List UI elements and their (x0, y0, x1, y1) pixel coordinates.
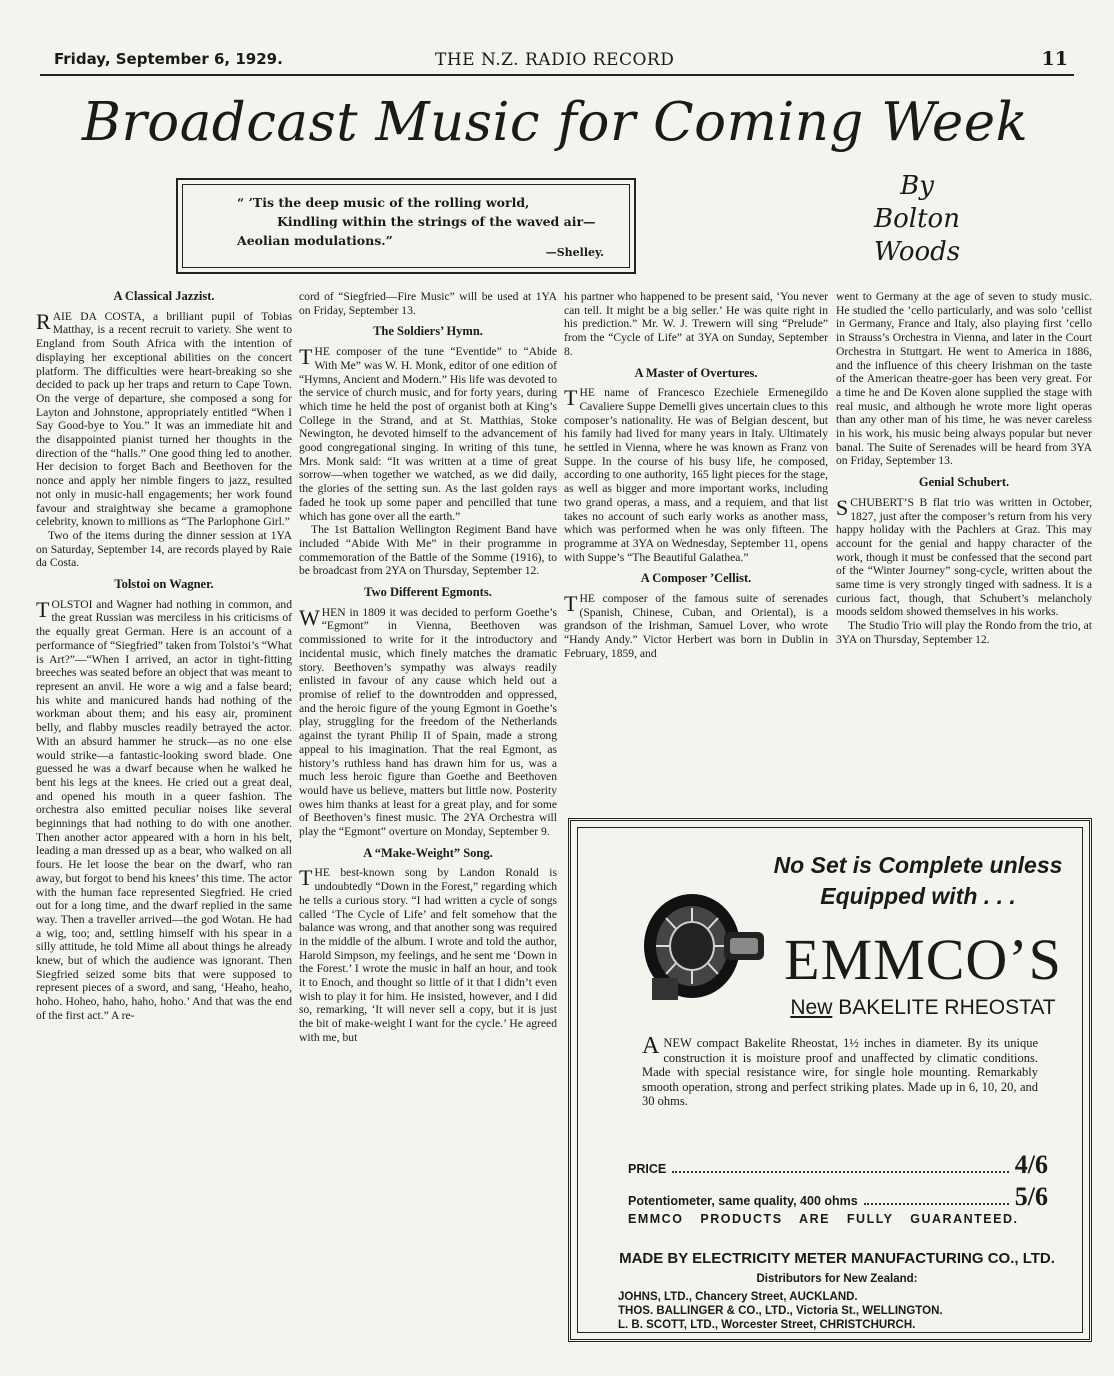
article-column-2 (299, 290, 557, 1360)
paragraph: The Studio Trio will play the Rondo from the trio, at 3YA on Thursday, September 12. (836, 619, 1092, 646)
byline-first-name: Bolton (874, 204, 960, 234)
paragraph: THE composer of the tune “Eventide” to “Abide With Me” was W. H. Monk, editor of one edition of “Hymns, Ancient and Modern.” His life was devoted to the service of church music, and for forty years, during which time he held the post of organist both at King’s College in the Strand, and at St. Matthias, Stoke Newington, he devoted himself to the advancement of good congregational singing. In writing of this tune, Mrs. Monk said: “It was written at a time of great sorrow—when together we watched, as we did daily, the glories of the setting sun. As the last golden rays faded he took up some paper and pencilled that tune which has gone over all the earth.” (299, 344, 557, 523)
paragraph: THE best-known song by Landon Ronald is undoubtedly “Down in the Forest,” regarding which he tells a curious story. “I had written a cycle of songs called ‘The Cycle of Life’ and felt somehow that the balance was wrong, and that another song was required in the middle of the album. I wrote and told the author, Harold Simpson, my feelings, and he sent me ‘Down in the Forest.’ I wrote the music in half an hour, and took it to Enoch, and thought so little of it that I didn’t even wish to play it for him. He insisted, however, and I did so, remarking, ‘It will never sell a copy, but it is just the bit of make-weight I want for the cycle.’ He agreed with me, but (299, 865, 557, 1044)
paragraph: went to Germany at the age of seven to study music. He studied the ’cello particularly, and was solo ’cellist in Germany, France and Italy, also playing first ’cello in Strauss’s Orchestra in Vienna, and later in the Court Orchestra in Stuttgart. He went to America in 1886, and the influence of this cheery Irishman on the taste of the American theatre-goer has been very great. For a time he and De Koven alone supplied the stage with real music, and although he wrote more light operas than any other man of his time, he was never careless in his work, his music being always popular but never banal. The Suite of Serenades will be heard from 3YA on Friday, September 13. (836, 290, 1092, 468)
byline-by: By (900, 171, 934, 201)
section-heading: The Soldiers’ Hymn. (373, 324, 483, 339)
paragraph: THE composer of the famous suite of serenades (Spanish, Chinese, Cuban, and Oriental), is a grandson of the Irishman, Samuel Lover, who wrote “Handy Andy.” Victor Herbert was born in Dublin in February, 1859, and (564, 591, 828, 660)
publication-title: THE N.Z. RADIO RECORD (435, 50, 675, 70)
paragraph: THE name of Francesco Ezechiele Ermenegildo Cavaliere Suppe Demelli gives uncertain clues to this composer’s nationality. He was of Belgian descent, but his family had lived for many years in Italy. Ultimately he settled in Vienna, where he was known as Franz von Suppe. In the course of his busy life, he composed, according to one authority, 165 light pieces for the stage, as well as bigger and more important works, including two grand operas, a mass, and a requiem, and that list takes no account of such early works as another mass, which was performed when he was only fifteen. The programme at 3YA on Wednesday, September 11, opens with Suppe’s “The Beautiful Galathea.” (564, 385, 828, 564)
potentiometer-label: Potentiometer, same quality, 400 ohms (628, 1194, 858, 1208)
paragraph: SCHUBERT’S B flat trio was written in October, 1827, just after the composer’s return from his very happy holiday with the Pachlers at Graz. This may account for the genial and happy character of the work, though it must be confessed that the second part of the “Winter Journey” song-cycle, written about the same time is very strongly tinged with sadness. It is a curious fact, though, that Schubert’s melancholy moods seldom showed themselves in his works. (836, 494, 1092, 619)
page-header (40, 48, 1074, 76)
quote-line: Kindling within the strings of the waved air— (277, 214, 596, 229)
ad-body-text: ANEW compact Bakelite Rheostat, 1½ inches in diameter. By its unique construction it is moisture proof and unaffected by climatic conditions. Made with special resistance wire, for single hole mounting. Remarkably smooth operation, strong and perfect striking plates. Made up in 6, 10, 20, and 30 ohms. (642, 1033, 1038, 1108)
distributor: JOHNS, LTD., Chancery Street, AUCKLAND. (618, 1291, 858, 1303)
distributor: THOS. BALLINGER & CO., LTD., Victoria St., WELLINGTON. (618, 1305, 943, 1317)
section-heading: A Master of Overtures. (634, 365, 758, 380)
distributor: L. B. SCOTT, LTD., Worcester Street, CHRISTCHURCH. (618, 1319, 916, 1331)
section-heading: A Classical Jazzist. (113, 290, 215, 303)
quote-attribution: —Shelley. (545, 246, 604, 259)
price-label: PRICE (628, 1162, 667, 1176)
potentiometer-row (628, 1182, 1048, 1212)
section-heading: A “Make-Weight” Song. (363, 845, 493, 860)
price-row (628, 1150, 1048, 1180)
paragraph: RAIE DA COSTA, a brilliant pupil of Tobias Matthay, is a recent recruit to variety. She went to England from South Africa with the intention of displaying her exceptional abilities on the concert platform. The difficulties were heart-breaking so she decided to pack up her traps and return to Cape Town. On the verge of departure, she composed a song for Layton and Johnstone, appropriately entitled “When I Say Good-bye to You.” It was an immediate hit and the disappointed pianist turned her thoughts in the direction of the “halls.” One good thing led to another. Her decision to forget Bach and Beethoven for the nonce and apply her nimble fingers to jazz, resulted not only in music-hall engagements; her work found favour and straightway she became a gramophone celebrity, known to millions as “The Parlophone Girl.” (36, 308, 292, 529)
manufacturer: MADE BY ELECTRICITY METER MANUFACTURING CO., LTD. (619, 1250, 1055, 1267)
rheostat-illustration-icon (622, 880, 772, 1010)
ad-headline (758, 850, 1078, 912)
paragraph: Two of the items during the dinner session at 1YA on Saturday, September 14, are records played by Raie da Costa. (36, 528, 292, 570)
ad-headline-line: No Set is Complete unless (773, 852, 1063, 878)
ad-product-label: BAKELITE RHEOSTAT (838, 996, 1056, 1019)
distributors-list (618, 1290, 1058, 1332)
issue-date: Friday, September 6, 1929. (54, 50, 283, 68)
ad-product-name (768, 996, 1078, 1020)
page-number: 11 (1041, 48, 1068, 70)
ad-headline-line: Equipped with . . . (820, 883, 1016, 909)
section-heading: Two Different Egmonts. (364, 585, 492, 600)
paragraph: TOLSTOI and Wagner had nothing in common, and the great Russian was merciless in his criticisms of the equally great German. Here is an account of a performance of “Siegfried” taken from Tolstoi’s “What is Art?”—“When I arrived, an actor in tight-fitting breeches was seated before an object that was meant to represent an anvil. He wore a wig and a false beard; his white and manicured hands had nothing of the workman about them; and his easy air, prominent belly, and flabby muscles readily betrayed the actor. With an absurd hammer he struck—as no one else would strike—a fantastic-looking sword blade. One guessed he was a dwarf because when he walked he bent his legs at the knees. He cried out a great deal, and opened his mouth in a queer fashion. The orchestra also emitted peculiar noises like several beginnings that had nothing to do with one another. Then another actor appeared with a horn in his belt, leading a man dressed up as a bear, who walked on all fours. He let loose the bear on the dwarf, who ran away, but forgot to bend his knees’ this time. The actor with the human face represented Siegfried. He cried out for a long time, and the dwarf replied in the same way. Then a traveller arrived—the god Wotan. He had a wig, too; and, settling himself with his spear in a silly attitude, he told Mime all about things he already knew, but of which the audience was ignorant. Then Siegfried seized some bits that were supposed to represent pieces of a sword, and sang, ‘Heaho, heaho, hoho. Hoheo, haho, haho, hoho.’ And that was the end of the first act.” A re- (36, 596, 292, 1022)
section-heading: Genial Schubert. (918, 475, 1010, 490)
byline-last-name: Woods (873, 237, 961, 267)
guarantee-line: EMMCO PRODUCTS ARE FULLY GUARANTEED. (628, 1212, 1019, 1226)
section-heading: A Composer ’Cellist. (640, 571, 752, 586)
leader-dots (864, 1197, 1009, 1205)
paragraph: WHEN in 1809 it was decided to perform Goethe’s “Egmont” in Vienna, Beethoven was commissioned to write for it the introductory and incidental music, which finely matches the dramatic story. Beethoven’s sympathy was always readily enlisted in favour of any cause which held out a promise of relief to the downtrodden and oppressed, and the heroic figure of the young Egmont in Goethe’s play, struggling for the freedom of the Netherlands against the tyrant Philip II of Spain, made a strong appeal to his imagination. That the real Egmont, as history’s ruthless hand has drawn him for us, was a much less heroic figure than Goethe and Beethoven would have us believe, matters but little now. Posterity owes him thanks at least for a great play, and for some of Beethoven’s finest music. The 2YA Orchestra will play the “Egmont” overture on Monday, September 9. (299, 604, 557, 839)
potentiometer-price: 5/6 (1014, 1182, 1048, 1211)
leader-dots (672, 1165, 1009, 1173)
article-column-4 (836, 290, 1092, 810)
quote-line: “ ’Tis the deep music of the rolling world, (237, 195, 530, 210)
paragraph: his partner who happened to be present said, ‘You never can tell. It might be a big seller.’ He was quite right in his prediction.” Mr. W. J. Trewern will sing “Prelude” from the “Cycle of Life” at 3YA on Sunday, September 8. (564, 290, 828, 358)
paragraph: The 1st Battalion Wellington Regiment Band have included “Abide With Me” in their programme in commemoration of the Battle of the Somme (1916), to be broadcast from 2YA on Thursday, September 12. (299, 523, 557, 578)
paragraph: cord of “Siegfried—Fire Music” will be used at 1YA on Friday, September 13. (299, 290, 557, 317)
ad-brand-name: EMMCO’S (784, 927, 1062, 992)
byline (862, 170, 972, 269)
price-value: 4/6 (1014, 1150, 1048, 1179)
emmco-advertisement (568, 818, 1092, 1342)
epigraph-box (176, 178, 636, 274)
distributors-title: Distributors for New Zealand: (756, 1273, 918, 1285)
article-column-3 (564, 290, 828, 810)
ad-product-new: New (790, 996, 833, 1019)
article-title: Broadcast Music for Coming Week (82, 92, 1029, 153)
quote-line: Aeolian modulations.” (237, 233, 393, 248)
section-heading: Tolstoi on Wagner. (114, 577, 214, 592)
article-column-1 (36, 290, 292, 1360)
